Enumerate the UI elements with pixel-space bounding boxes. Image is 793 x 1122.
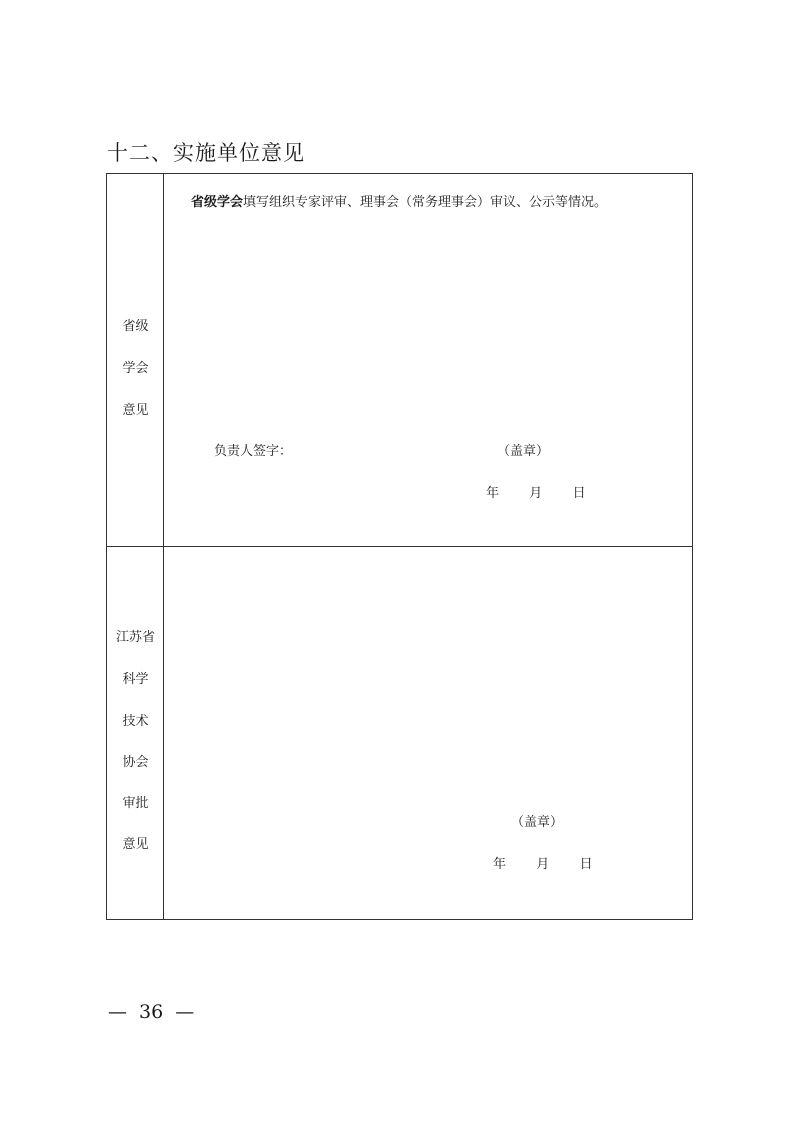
date-year-label: 年 [493, 857, 507, 872]
association-label-line-6: 意见 [122, 837, 149, 852]
footer-dash-left: — [108, 1001, 127, 1023]
association-label-line-2: 科学 [122, 672, 149, 687]
society-label-line-1: 省级 [122, 319, 149, 334]
society-instruction [191, 193, 607, 213]
association-approval-label-cell [107, 547, 164, 919]
signature-label: 负责人签字： [214, 444, 293, 459]
date-month-label: 月 [529, 486, 543, 501]
association-date [493, 856, 593, 874]
date-year-label: 年 [486, 486, 500, 501]
society-opinion-label-cell [107, 174, 164, 546]
instruction-text: 填写组织专家评审、理事会（常务理事会）审议、公示等情况。 [243, 195, 608, 210]
page-number: 36 [139, 1001, 164, 1023]
opinion-form-table [106, 173, 693, 920]
association-label-line-3: 技术 [122, 714, 149, 729]
date-day-label: 日 [579, 857, 593, 872]
page-footer [108, 1000, 194, 1024]
society-opinion-row [107, 174, 692, 547]
association-label-line-1: 江苏省 [115, 630, 155, 645]
association-approval-row [107, 547, 692, 919]
section-title: 十二、实施单位意见 [107, 141, 305, 165]
association-label-line-5: 审批 [122, 796, 149, 811]
society-label-line-2: 学会 [122, 361, 149, 376]
instruction-bold-lead: 省级学会 [191, 195, 244, 210]
date-day-label: 日 [572, 486, 586, 501]
society-opinion-content-cell[interactable] [164, 174, 692, 546]
date-month-label: 月 [536, 857, 550, 872]
association-label-line-4: 协会 [122, 755, 149, 770]
association-approval-content-cell[interactable] [164, 547, 692, 919]
society-seal-label: （盖章） [497, 444, 550, 459]
society-label-line-3: 意见 [122, 403, 149, 418]
society-date [486, 485, 586, 503]
footer-dash-right: — [175, 1001, 195, 1023]
association-seal-label: （盖章） [511, 815, 564, 830]
